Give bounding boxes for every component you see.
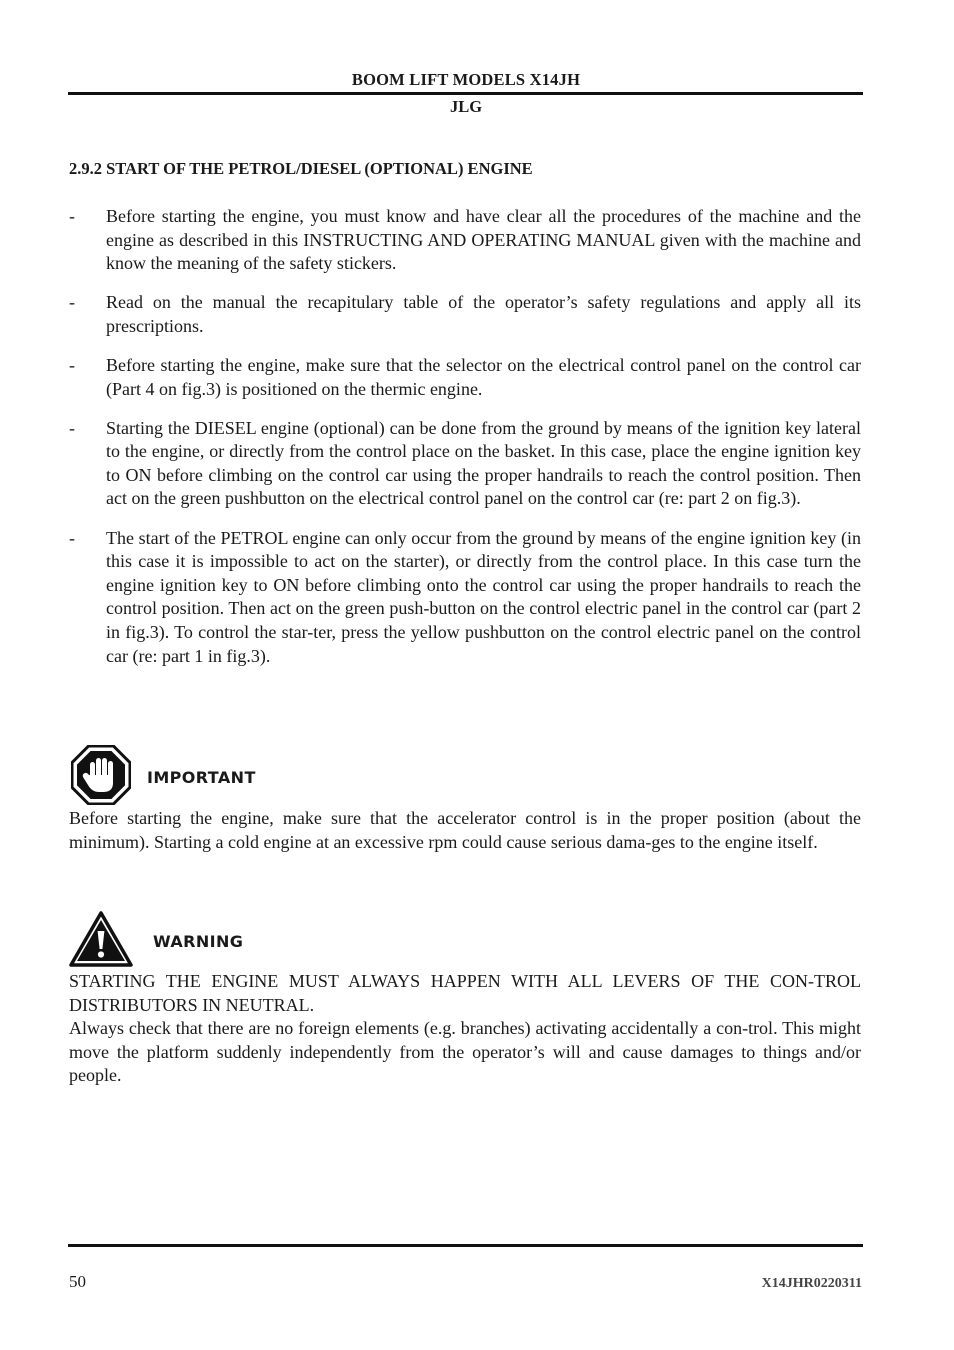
important-text: Before starting the engine, make sure that the accelerator control is in the proper position (about the minimum). Starting a cold engine at an excessive rpm could cause serious dama-ges to the engine itself. (69, 808, 861, 852)
section-title: 2.9.2 START OF THE PETROL/DIESEL (OPTIONAL) ENGINE (69, 159, 533, 178)
warning-label: WARNING (153, 932, 244, 951)
page-number: 50 (69, 1272, 86, 1291)
header-rule (68, 92, 863, 95)
warning-text-caps: STARTING THE ENGINE MUST ALWAYS HAPPEN WITH ALL LEVERS OF THE CON-TROL DISTRIBUTORS IN NEUTRAL. (69, 971, 861, 1015)
procedure-list (69, 205, 861, 684)
bullet-dash: - (69, 417, 75, 438)
list-item (69, 417, 861, 511)
list-item-text: Before starting the engine, make sure that the selector on the electrical control panel on the control car (Part 4 on fig.3) is positioned on the thermic engine. (106, 354, 861, 399)
list-item (69, 527, 861, 669)
stop-hand-icon (71, 745, 131, 805)
list-item-text: Before starting the engine, you must know and have clear all the procedures of the machine and the engine as described in this INSTRUCTING AND OPERATING MANUAL given with the machine and know the meaning of the safety stickers. (106, 206, 861, 274)
bullet-dash: - (69, 527, 75, 548)
bullet-dash: - (69, 292, 75, 313)
bullet-dash: - (69, 354, 75, 375)
important-callout (69, 745, 861, 854)
bullet-dash: - (69, 206, 75, 226)
list-item-text: The start of the PETROL engine can only occur from the ground by means of the engine ignition key (in this case it is impossible to act on the starter), or directly from the control place. In this case turn the engine ignition key to ON before climbing onto the control car using the proper handrails to reach the control position. Then act on the green push-button on the control electric panel in the control car (part 2 in fig.3). To control the star-ter, press the yellow pushbutton on the control electric panel on the control car (re: part 1 in fig.3). (106, 527, 861, 666)
warning-triangle-icon (69, 910, 133, 968)
list-item (69, 205, 861, 276)
header-subtitle: JLG (449, 97, 483, 116)
footer-rule (68, 1244, 863, 1247)
list-item-text: Read on the manual the recapitulary table of the operator’s safety regulations and apply all its prescriptions. (106, 292, 861, 336)
important-label: IMPORTANT (147, 768, 256, 787)
important-header (69, 745, 861, 807)
warning-callout (69, 910, 861, 1088)
list-item (69, 291, 861, 338)
header-title: BOOM LIFT MODELS X14JH (351, 70, 581, 89)
list-item-text: Starting the DIESEL engine (optional) can be done from the ground by means of the ignition key lateral to the engine, or directly from the control place on the basket. In this case, place the engine ignition key to ON before climbing on the control car using the proper handrails to reach the control position. Then act on the green pushbutton on the electrical control panel on the control car (re: part 2 on fig.3). (106, 417, 861, 509)
document-code: X14JHR0220311 (761, 1276, 862, 1291)
warning-header (69, 910, 861, 970)
warning-text: Always check that there are no foreign elements (e.g. branches) activating accidentally a con-trol. This might move the platform suddenly independently from the operator’s will and cause damages to things and/or people. (69, 1018, 861, 1086)
list-item (69, 354, 861, 401)
